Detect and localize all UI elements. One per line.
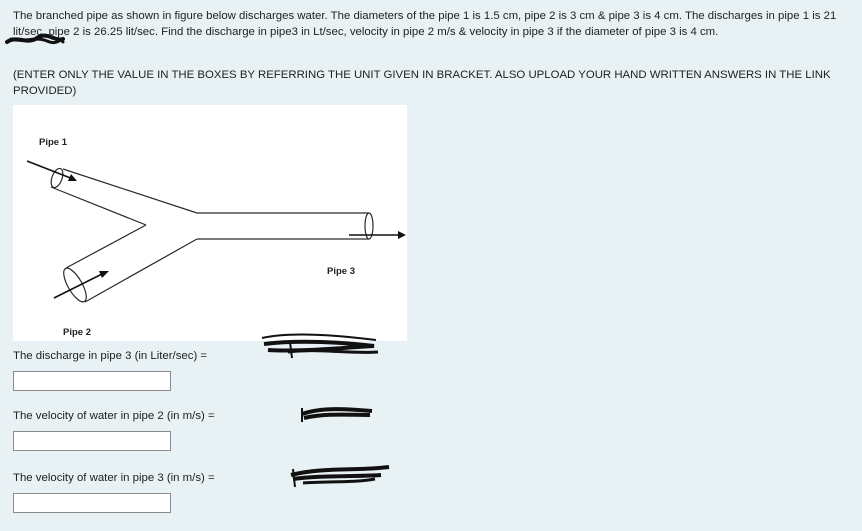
velocity-pipe2-input[interactable] <box>13 431 171 451</box>
velocity-pipe2-label: The velocity of water in pipe 2 (in m/s) = <box>13 410 215 422</box>
redaction-scribble <box>283 461 393 491</box>
pipe2-label: Pipe 2 <box>63 327 91 338</box>
instruction-text: (ENTER ONLY THE VALUE IN THE BOXES BY REFERRING THE UNIT GIVEN IN BRACKET. ALSO UPLOAD YOUR HAND WRITTEN ANSWERS IN THE LINK PROVIDED) <box>13 69 831 97</box>
discharge-pipe3-input[interactable] <box>13 371 171 391</box>
velocity-pipe3-label: The velocity of water in pipe 3 (in m/s) = <box>13 472 215 484</box>
pipe3-label: Pipe 3 <box>327 266 355 277</box>
velocity-pipe3-input[interactable] <box>13 493 171 513</box>
pipe1-label: Pipe 1 <box>39 137 67 148</box>
branched-pipe-figure <box>13 105 407 341</box>
redaction-scribble <box>296 403 376 425</box>
redaction-scribble <box>258 330 380 360</box>
discharge-pipe3-label: The discharge in pipe 3 (in Liter/sec) = <box>13 350 208 362</box>
redaction-scribble <box>5 33 65 47</box>
question-text: The branched pipe as shown in figure below discharges water. The diameters of the pipe 1 is 1.5 cm, pipe 2 is 3 cm & pipe 3 is 4 cm. The discharges in pipe 1 is 21 lit/sec, pipe 2 is 26.25 lit/sec. Find the discharge in pipe3 in Lt/sec, velocity in pipe 2 m/s & velocity in pipe 3 if the diameter of pipe 3 is 4 cm. <box>13 10 837 38</box>
